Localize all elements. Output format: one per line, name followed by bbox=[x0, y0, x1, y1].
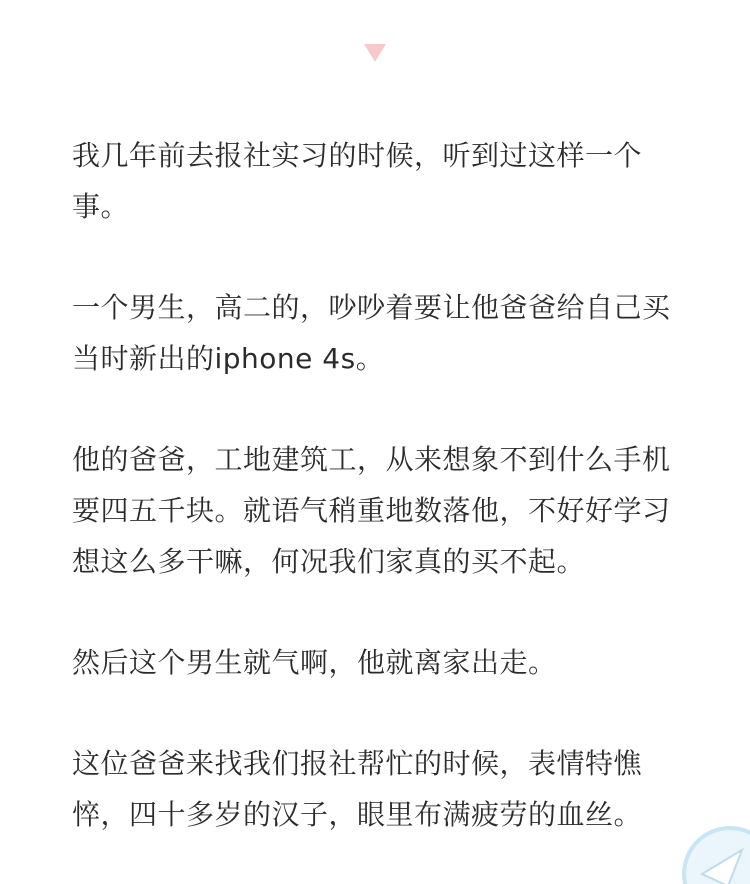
paragraph-5: 这位爸爸来找我们报社帮忙的时候，表情特憔悴，四十多岁的汉子，眼里布满疲劳的血丝。 bbox=[72, 747, 643, 831]
paper-plane-icon bbox=[680, 824, 750, 884]
paragraph-4: 然后这个男生就气啊，他就离家出走。 bbox=[72, 646, 557, 679]
paragraph-3: 他的爸爸，工地建筑工，从来想象不到什么手机要四五千块。就语气稍重地数落他，不好好学习想这么多干嘛，何况我们家真的买不起。 bbox=[72, 443, 671, 578]
triangle-down-icon bbox=[360, 40, 390, 66]
paragraph-2: 一个男生，高二的，吵吵着要让他爸爸给自己买当时新出的iphone 4s。 bbox=[72, 291, 671, 375]
article-body bbox=[72, 130, 672, 840]
paragraph-1: 我几年前去报社实习的时候，听到过这样一个事。 bbox=[72, 139, 643, 223]
